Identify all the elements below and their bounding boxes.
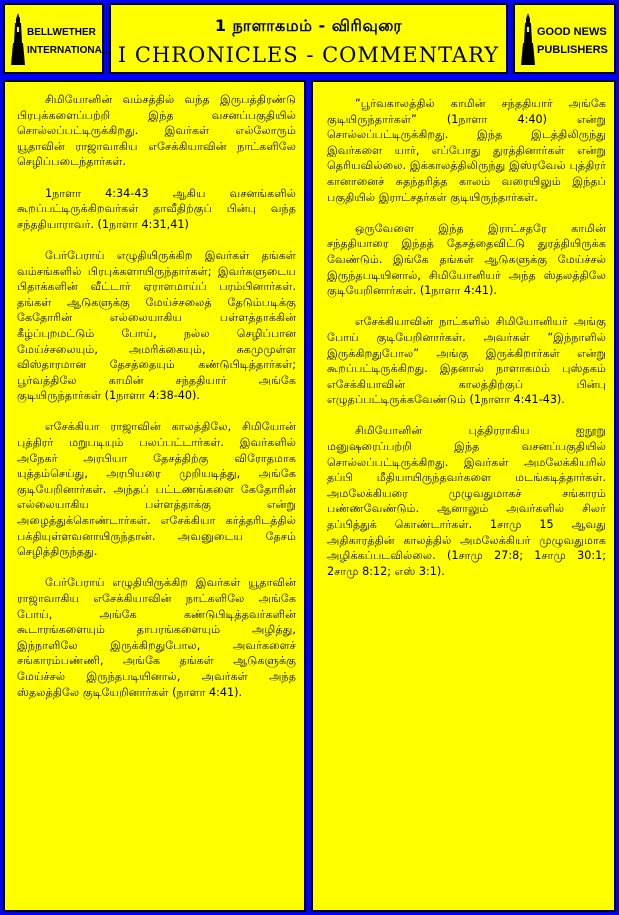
left-paragraph-5: பேர்பேராய் எழுதியிருக்கிற இவர்கள் யூதாவின் ராஜாவாகிய எசேக்கியாவின் நாட்களிலே அங்கே போய், அங்கே கண்டுபிடித்தவர்களின் கூடாரங்களையும் தாபரங்களையும் அழித்து, இந்நாளிலே இருக்கிறதுபோல, அவர்களைச் சங்காரம்பண்ணி, அங்கே தங்கள் ஆடுகளுக்கு மேய்ச்சல் இருந்தபடியினால், அவர்கள் அந்த ஸ்தலத்திலே குடியேறினார்கள் (நாளா 4:41). — [17, 576, 296, 699]
logo-right-line-2: PUBLISHERS — [537, 44, 608, 56]
logo-good-news — [513, 3, 616, 74]
left-column — [3, 80, 306, 912]
logo-right-line-1: GOOD NEWS — [537, 26, 607, 38]
left-paragraph-2: 1நாளா 4:34-43 ஆகிய வசனங்களில் கூறப்பட்டிருக்கிறவர்கள் தாவீதிற்குப் பின்பு வந்த சந்ததியாராவர். (1நாளா 4:31,41) — [17, 186, 296, 231]
right-column — [311, 80, 616, 912]
tower-icon — [521, 13, 535, 65]
left-paragraph-4: எசேக்கியா ராஜாவின் காலத்திலே, சிமியோன் புத்திரர் மறுபடியும் பலப்பட்டார்கள். இவர்களில் அநேகர் அரபியா தேசத்திற்கு விரோதமாக யுத்தம்செய்து, அரபியரை முறியடித்து, அங்கே குடியேறினார்கள். அந்தப் பட்டணங்களை கேதோரின் எல்லையாகிய பள்ளத்தாக்கு என்று அழைத்துக்கொண்டார்கள். எசேக்கியா கர்த்தரிடத்தில் பக்தியுள்ளவனாயிருந்தான். அவனுடைய தேசம் செழித்திருந்தது. — [17, 420, 296, 559]
page-title-english: I CHRONICLES - COMMENTARY — [117, 43, 500, 67]
left-paragraph-3: பேர்பேராய் எழுதியிருக்கிற இவர்கள் தங்கள் வம்சங்களில் பிரபுக்களாயிருந்தார்கள்; இவர்களுடைய பிதாக்களின் வீட்டார் ஏராளமாய்ப் பரம்பினார்கள். தங்கள் ஆடுகளுக்கு மேய்ச்சலைத் தேடும்படிக்கு கேதோரின் எல்லையாகிய பள்ளத்தாக்கின் கீழ்ப்புறமட்டும் போய், நல்ல செழிப்பான மேய்ச்சலையும், அமரிக்கையும், சுகமுமுள்ள விஸ்தாரமான தேசத்தையும் கண்டுபிடித்தார்கள்; பூர்வத்திலே காமின் சந்ததியார் அங்கே குடியிருந்தார்கள் (1நாளா 4:38-40). — [17, 248, 296, 403]
logo-left-line-2: INTERNATIONAL — [27, 45, 108, 56]
page-header — [109, 3, 508, 74]
page-title-tamil: 1 நாளாகமம் - விரிவுரை — [214, 16, 403, 35]
right-paragraph-1: “பூர்வகாலத்தில் காமின் சந்ததியார் அங்கே குடியிருந்தார்கள்” (1நாளா 4:40) என்று சொல்லப்பட்டிருக்கிறது. இந்த இடத்திலிருந்து இவர்களை யார், எப்போது துரத்தினார்கள் என்று தெரியவில்லை. இக்காலத்திலிருந்து இஸ்ரவேல் புத்திரர் கானானைச் சுதந்தரித்த காலம் வரையிலும் இந்தப் பகுதியில் இராட்சதர்கள் குடியிருந்தார்கள். — [327, 97, 606, 204]
right-paragraph-4: சிமியோனின் புத்திரராகிய ஐநூறு மனுஷரைப்பற்றி இந்த வசனப்பகுதியில் சொல்லப்பட்டிருக்கிறது. இவர்கள் அமலேக்கியரில் தப்பி மீதியாயிருந்தவர்களை மடங்கடித்தார்கள். அமலேக்கியரை முழுவதுமாகச் சங்காரம் பண்ணவேண்டும். ஆனாலும் அவர்களில் சிலர் தப்பித்துக் கொண்டார்கள். 1சாமு 15 ஆவது அதிகாரத்தின் காலத்தில் அமலேக்கியர் முழுவதுமாக அழிக்கப்படவில்லை. (1சாமு 27:8; 1சாமு 30:1; 2சாமு 8:12; எஸ் 3:1). — [327, 424, 606, 578]
left-paragraph-1: சிமியோனின் வம்சத்தில் வந்த இருபத்திரண்டு பிரபுக்களைப்பற்றி இந்த வசனப்பகுதியில் சொல்லப்பட்டிருக்கிறது. இவர்கள் எல்லோரும் யூதாவின் ராஜாவாகிய எசேக்கியாவின் நாட்களிலே செழிப்படைந்தார்கள். — [17, 93, 296, 169]
right-paragraph-3: எசேக்கியாவின் நாட்களில் சிமியோனியர் அங்கு போய் குடியேறினார்கள். அவர்கள் “இந்நாளில் இருக்கிறதுபோல” அங்கு இருக்கிறார்கள் என்று கூறப்பட்டிருக்கிறது. இதனால் நாளாகமம் புஸ்தகம் எசேக்கியாவின் காலத்திற்குப் பின்பு எழுதப்பட்டிருக்கவேண்டும் (1நாளா 4:41-43). — [327, 315, 606, 407]
tower-icon — [11, 13, 25, 65]
logo-left-line-1: BELLWETHER — [27, 27, 96, 38]
logo-bellwether — [3, 3, 108, 74]
right-paragraph-2: ஒருவேளை இந்த இராட்சதரே காமின் சந்ததியாரை இந்தத் தேசத்தைவிட்டு துரத்தியிருக்க வேண்டும். இங்கே தங்கள் ஆடுகளுக்கு மேய்ச்சல் இருந்தபடியினால், சிமியோனியர் அந்த ஸ்தலத்திலே குடியேறினார்கள். (1நாளா 4:41). — [327, 221, 606, 298]
